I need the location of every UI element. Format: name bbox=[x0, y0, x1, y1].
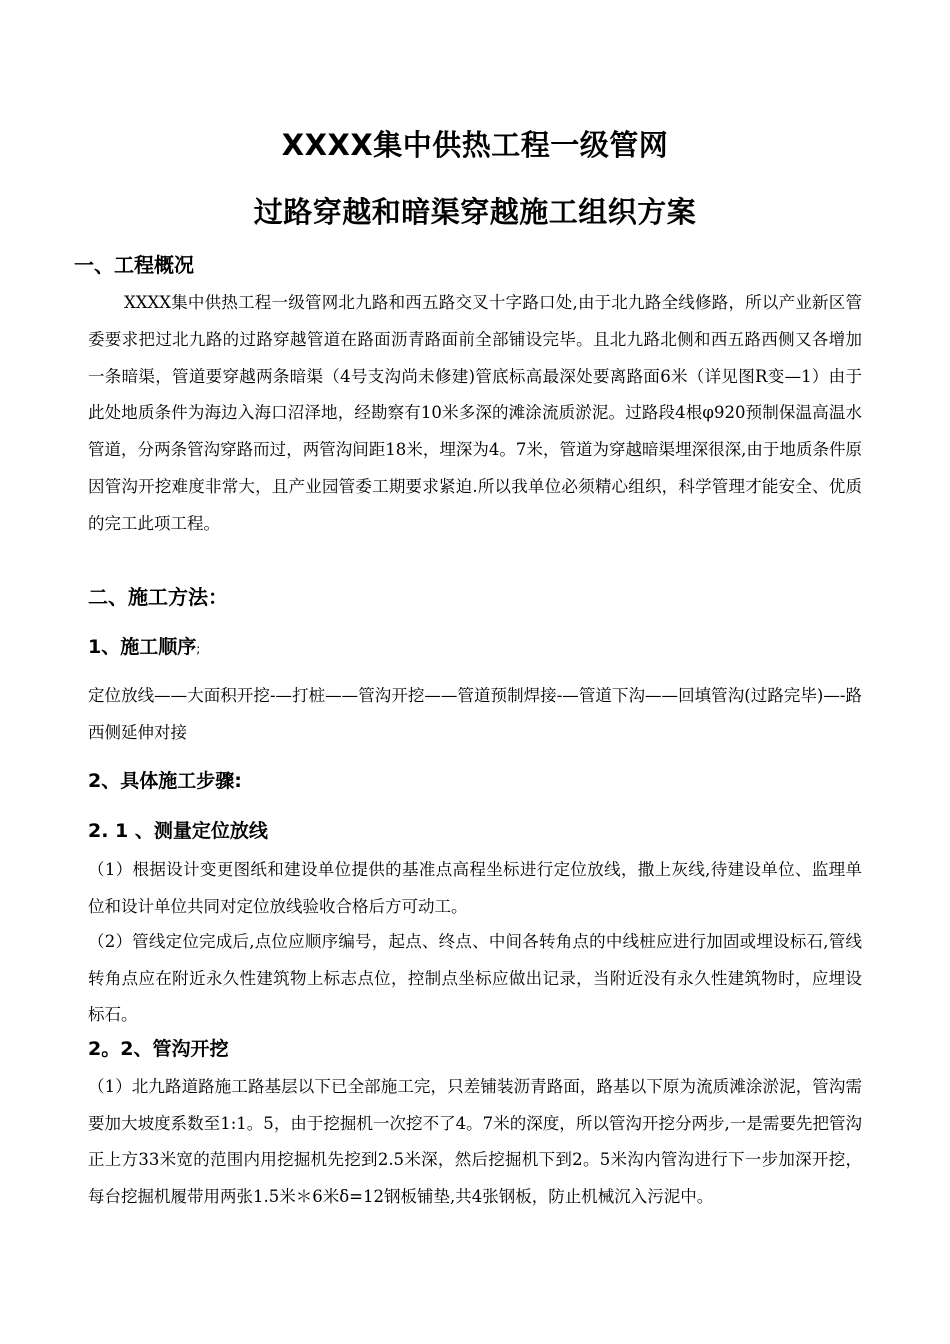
step-heading-trench: 2。2、管沟开挖 bbox=[88, 1038, 229, 1060]
step-heading-survey: 2. 1 、测量定位放线 bbox=[88, 820, 268, 842]
survey-item-2: （2）管线定位完成后,点位应顺序编号，起点、终点、中间各转角点的中线桩应进行加固或埋设标石,管线转角点应在附近永久性建筑物上标志点位，控制点坐标应做出记录，当附近没有永久性建筑物时，应埋设标石。 bbox=[88, 932, 862, 1024]
section-heading-overview: 一、工程概况 bbox=[74, 253, 194, 277]
sequence-heading-tail: ; bbox=[196, 642, 201, 656]
survey-item-1: （1）根据设计变更图纸和建设单位提供的基准点高程坐标进行定位放线，撒上灰线,待建设单位、监理单位和设计单位共同对定位放线验收合格后方可动工。 bbox=[88, 860, 862, 916]
subsection-heading-sequence bbox=[88, 632, 200, 664]
overview-paragraph: XXXX集中供热工程一级管网北九路和西五路交叉十字路口处,由于北九路全线修路，所以产业新区管委要求把过北九路的过路穿越管道在路面沥青路面前全部铺设完毕。且北九路北侧和西五路西侧又各增加一条暗渠，管道要穿越两条暗渠（4号支沟尚未修建)管底标高最深处要离路面6米（详见图R变—1）由于此处地质条件为海边入海口沼泽地，经勘察有10米多深的滩涂流质淤泥。过路段4根φ920预制保温高温水管道，分两条管沟穿路而过，两管沟间距18米，埋深为4。7米，管道为穿越暗渠埋深很深,由于地质条件原因管沟开挖难度非常大，且产业园管委工期要求紧迫.所以我单位必须精心组织，科学管理才能安全、优质的完工此项工程。 bbox=[88, 293, 862, 533]
trench-item-1: （1）北九路道路施工路基层以下已全部施工完，只差铺装沥青路面，路基以下原为流质滩涂淤泥，管沟需要加大坡度系数至1:1。5，由于挖掘机一次挖不了4。7米的深度，所以管沟开挖分两步,一是需要先把管沟正上方33米宽的范围内用挖掘机先挖到2.5米深，然后挖掘机下到2。5米沟内管沟进行下一步加深开挖，每台挖掘机履带用两张1.5米＊6米δ=12钢板铺垫,共4张钢板，防止机械沉入污泥中。 bbox=[88, 1077, 862, 1206]
sequence-paragraph: 定位放线——大面积开挖-—打桩——管沟开挖——管道预制焊接-—管道下沟——回填管沟(过路完毕)—-路西侧延伸对接 bbox=[88, 686, 862, 742]
document-title-line2: 过路穿越和暗渠穿越施工组织方案 bbox=[253, 195, 697, 229]
subsection-heading-steps: 2、具体施工步骤: bbox=[88, 770, 242, 792]
sequence-heading-text: 1、施工顺序 bbox=[88, 636, 197, 658]
section-heading-method: 二、施工方法： bbox=[88, 585, 228, 609]
document-title-line1: XXXX集中供热工程一级管网 bbox=[281, 128, 669, 162]
